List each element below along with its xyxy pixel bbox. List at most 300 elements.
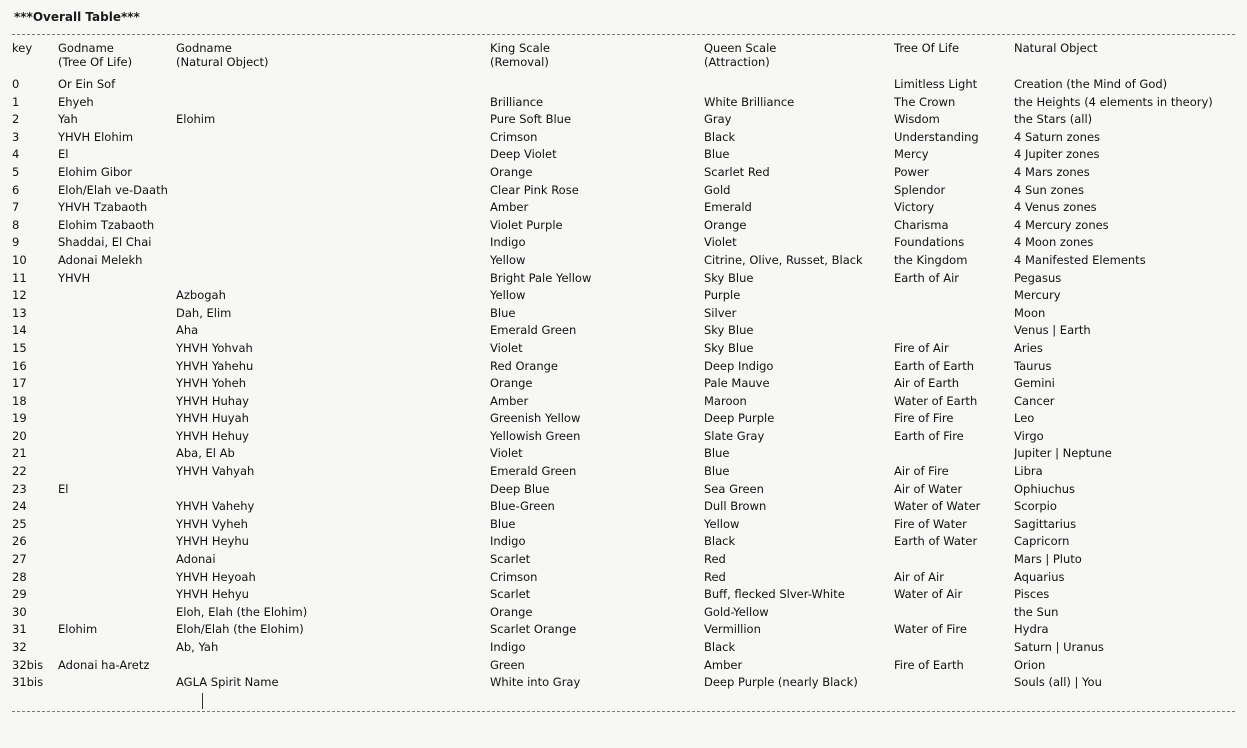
table-cell-king: Yellow bbox=[490, 252, 526, 267]
table-cell-tree bbox=[894, 552, 1014, 570]
table-cell-key: 31bis bbox=[12, 675, 44, 690]
table-cell-key: 25 bbox=[12, 516, 27, 531]
table-cell-tree: Fire of Air bbox=[894, 340, 949, 355]
table-cell-natobj: Scorpio bbox=[1014, 499, 1057, 514]
table-row bbox=[12, 235, 1235, 253]
table-cell-god_nat: YHVH Yohvah bbox=[176, 340, 253, 355]
table-cell-queen: Gray bbox=[704, 112, 732, 127]
column-header-natural-object bbox=[1014, 35, 1235, 77]
footer-divider bbox=[12, 711, 1235, 712]
table-cell-queen: Sea Green bbox=[704, 481, 764, 496]
table-cell-god_nat bbox=[176, 183, 490, 201]
table-cell-key: 11 bbox=[12, 270, 27, 285]
table-cell-god_nat: YHVH Vahyah bbox=[176, 464, 255, 479]
table-cell-key: 17 bbox=[12, 376, 27, 391]
table-cell-tree: Fire of Earth bbox=[894, 657, 964, 672]
table-cell-god_tol: Or Ein Sof bbox=[58, 77, 116, 91]
column-header-godname-natural-object-line2: (Natural Object) bbox=[176, 55, 269, 69]
table-cell-tree bbox=[894, 640, 1014, 658]
table-cell-god_tol: El bbox=[58, 481, 69, 496]
table-cell-king: Orange bbox=[490, 376, 533, 391]
table-cell-queen: Gold bbox=[704, 182, 731, 197]
table-cell-king: Brilliance bbox=[490, 94, 544, 109]
column-header-key bbox=[12, 35, 58, 77]
table-cell-natobj: Pisces bbox=[1014, 587, 1050, 602]
table-cell-natobj: Mars | Pluto bbox=[1014, 552, 1082, 567]
table-cell-god_nat bbox=[176, 658, 490, 676]
table-cell-queen: Vermillion bbox=[704, 622, 761, 637]
table-cell-key: 20 bbox=[12, 428, 27, 443]
table-row bbox=[12, 675, 1235, 693]
table-cell-god_nat: Ab, Yah bbox=[176, 640, 219, 654]
table-row bbox=[12, 271, 1235, 289]
table-cell-queen: Blue bbox=[704, 464, 730, 479]
table-cell-natobj: Pegasus bbox=[1014, 270, 1062, 285]
column-header-queen-scale-line2: (Attraction) bbox=[704, 55, 770, 69]
table-row bbox=[12, 464, 1235, 482]
table-row bbox=[12, 77, 1235, 95]
table-cell-god_nat: YHVH Yahehu bbox=[176, 358, 254, 373]
table-cell-queen: Deep Indigo bbox=[704, 358, 774, 373]
table-cell-key: 18 bbox=[12, 393, 27, 408]
table-cell-king: Orange bbox=[490, 604, 533, 619]
table-cell-king: Scarlet bbox=[490, 552, 531, 567]
table-row bbox=[12, 95, 1235, 113]
table-cell-god_tol bbox=[58, 376, 176, 394]
table-cell-queen: Gold-Yellow bbox=[704, 604, 769, 619]
table-cell-god_nat: Elohim bbox=[176, 112, 216, 127]
table-cell-tree: The Crown bbox=[894, 94, 956, 109]
table-cell-natobj: Mercury bbox=[1014, 288, 1061, 303]
table-cell-natobj: Moon bbox=[1014, 305, 1046, 320]
table-cell-god_tol bbox=[58, 429, 176, 447]
table-cell-god_nat: Azbogah bbox=[176, 288, 226, 303]
table-cell-god_nat bbox=[176, 200, 490, 218]
table-cell-king: Deep Blue bbox=[490, 481, 550, 496]
table-cell-natobj: Souls (all) | You bbox=[1014, 675, 1102, 690]
table-cell-god_tol: YHVH bbox=[58, 270, 91, 285]
table-cell-king: Indigo bbox=[490, 534, 526, 549]
table-row bbox=[12, 341, 1235, 359]
table-cell-natobj: Taurus bbox=[1014, 358, 1052, 373]
table-cell-key: 15 bbox=[12, 340, 27, 355]
table-cell-key: 19 bbox=[12, 411, 27, 426]
table-cell-queen: Scarlet Red bbox=[704, 164, 770, 179]
table-cell-key: 3 bbox=[12, 129, 20, 144]
table-cell-god_tol: Elohim Tzabaoth bbox=[58, 217, 155, 232]
table-cell-tree: Victory bbox=[894, 200, 935, 215]
table-cell-god_tol: YHVH Tzabaoth bbox=[58, 200, 148, 215]
table-row bbox=[12, 482, 1235, 500]
table-cell-natobj: Virgo bbox=[1014, 428, 1044, 443]
table-cell-queen: Sky Blue bbox=[704, 270, 754, 285]
table-cell-god_nat: YHVH Hehyu bbox=[176, 587, 249, 602]
table-row bbox=[12, 587, 1235, 605]
table-cell-tree bbox=[894, 605, 1014, 623]
table-cell-natobj: the Stars (all) bbox=[1014, 112, 1093, 127]
table-cell-key: 1 bbox=[12, 94, 20, 109]
table-cell-queen: Black bbox=[704, 129, 736, 144]
table-cell-god_tol bbox=[58, 411, 176, 429]
table-cell-key: 24 bbox=[12, 499, 27, 514]
table-cell-king: Crimson bbox=[490, 569, 538, 584]
table-row bbox=[12, 253, 1235, 271]
table-cell-tree: Air of Earth bbox=[894, 376, 960, 391]
table-cell-god_tol: Eloh/Elah ve-Daath bbox=[58, 182, 168, 197]
table-cell-king: White into Gray bbox=[490, 675, 581, 690]
table-cell-tree: Air of Fire bbox=[894, 464, 949, 479]
table-cell-key: 22 bbox=[12, 464, 27, 479]
table-cell-god_tol bbox=[58, 640, 176, 658]
table-cell-god_tol bbox=[58, 288, 176, 306]
table-cell-tree: Foundations bbox=[894, 235, 965, 250]
table-cell-queen: Black bbox=[704, 534, 736, 549]
table-row bbox=[12, 605, 1235, 623]
table-cell-god_nat: AGLA Spirit Name bbox=[176, 675, 279, 690]
table-cell-queen: Citrine, Olive, Russet, Black bbox=[704, 252, 863, 267]
table-cell-tree: Water of Water bbox=[894, 499, 981, 514]
table-header-row bbox=[12, 35, 1235, 77]
table-cell-key: 5 bbox=[12, 164, 20, 179]
table-cell-god_tol bbox=[58, 359, 176, 377]
table-cell-king: Crimson bbox=[490, 129, 538, 144]
column-header-godname-tree-of-life-line2: (Tree Of Life) bbox=[58, 55, 133, 69]
table-cell-queen: Blue bbox=[704, 147, 730, 162]
table-footer-area bbox=[12, 693, 1235, 721]
table-cell-king: Yellowish Green bbox=[490, 428, 581, 443]
table-cell-tree: Earth of Fire bbox=[894, 428, 964, 443]
table-row bbox=[12, 200, 1235, 218]
table-cell-queen: Blue bbox=[704, 446, 730, 461]
table-cell-queen: Amber bbox=[704, 657, 743, 672]
table-cell-tree: Power bbox=[894, 164, 929, 179]
table-cell-natobj: Leo bbox=[1014, 411, 1035, 426]
table-cell-natobj: Capricorn bbox=[1014, 534, 1070, 549]
table-cell-tree: Charisma bbox=[894, 217, 949, 232]
table-cell-king: Indigo bbox=[490, 235, 526, 250]
table-cell-god_tol bbox=[58, 552, 176, 570]
table-cell-tree bbox=[894, 306, 1014, 324]
table-row bbox=[12, 411, 1235, 429]
table-cell-king: Greenish Yellow bbox=[490, 411, 581, 426]
table-cell-queen: Slate Gray bbox=[704, 428, 765, 443]
table-cell-king: Emerald Green bbox=[490, 323, 577, 338]
table-cell-queen: Emerald bbox=[704, 200, 752, 215]
table-cell-natobj: Ophiuchus bbox=[1014, 481, 1076, 496]
table-cell-god_tol bbox=[58, 323, 176, 341]
table-cell-king: Deep Violet bbox=[490, 147, 557, 162]
table-cell-king: Blue-Green bbox=[490, 499, 555, 514]
table-cell-key: 8 bbox=[12, 217, 20, 232]
table-cell-queen: Maroon bbox=[704, 393, 747, 408]
table-row bbox=[12, 183, 1235, 201]
table-cell-queen: Purple bbox=[704, 288, 741, 303]
table-cell-key: 28 bbox=[12, 569, 27, 584]
table-cell-god_nat bbox=[176, 165, 490, 183]
table-body bbox=[12, 77, 1235, 693]
table-cell-queen: Buff, flecked Slver-White bbox=[704, 587, 845, 602]
table-cell-god_tol bbox=[58, 446, 176, 464]
table-cell-queen: Sky Blue bbox=[704, 323, 754, 338]
table-cell-god_nat bbox=[176, 95, 490, 113]
table-cell-god_nat bbox=[176, 218, 490, 236]
table-cell-queen: Pale Mauve bbox=[704, 376, 770, 391]
table-cell-king: Bright Pale Yellow bbox=[490, 270, 592, 285]
table-cell-god_tol bbox=[58, 534, 176, 552]
column-header-tree-of-life bbox=[894, 35, 1014, 77]
table-cell-god_tol: YHVH Elohim bbox=[58, 129, 134, 144]
table-cell-god_tol: Ehyeh bbox=[58, 94, 94, 109]
table-cell-key: 12 bbox=[12, 288, 27, 303]
table-row bbox=[12, 622, 1235, 640]
table-cell-god_tol: Adonai Melekh bbox=[58, 252, 143, 267]
table-cell-tree: Earth of Water bbox=[894, 534, 978, 549]
table-cell-queen: Yellow bbox=[704, 516, 740, 531]
table-cell-tree: Mercy bbox=[894, 147, 929, 162]
table-cell-god_nat: Eloh, Elah (the Elohim) bbox=[176, 604, 308, 619]
table-row bbox=[12, 306, 1235, 324]
table-cell-tree: the Kingdom bbox=[894, 252, 968, 267]
table-cell-king: Orange bbox=[490, 164, 533, 179]
table-cell-god_nat: YHVH Hehuy bbox=[176, 428, 249, 443]
table-cell-key: 21 bbox=[12, 446, 27, 461]
table-cell-god_nat: YHVH Heyoah bbox=[176, 569, 256, 584]
table-cell-key: 9 bbox=[12, 235, 20, 250]
table-cell-key: 0 bbox=[12, 77, 20, 91]
table-cell-king: Pure Soft Blue bbox=[490, 112, 572, 127]
table-cell-tree bbox=[894, 323, 1014, 341]
table-cell-king: Blue bbox=[490, 516, 516, 531]
table-cell-god_nat: YHVH Huhay bbox=[176, 393, 249, 408]
table-cell-god_nat: Aba, El Ab bbox=[176, 446, 235, 461]
table-cell-tree: Wisdom bbox=[894, 112, 940, 127]
table-cell-tree bbox=[894, 446, 1014, 464]
table-cell-natobj: Libra bbox=[1014, 464, 1043, 479]
table-cell-god_nat bbox=[176, 482, 490, 500]
table-cell-god_tol bbox=[58, 587, 176, 605]
table-row bbox=[12, 165, 1235, 183]
table-cell-tree bbox=[894, 288, 1014, 306]
table-cell-queen: Sky Blue bbox=[704, 340, 754, 355]
column-header-godname-tree-of-life-line1: Godname bbox=[58, 41, 114, 55]
table-cell-key: 27 bbox=[12, 552, 27, 567]
table-cell-key: 32bis bbox=[12, 657, 44, 672]
column-header-queen-scale-line1: Queen Scale bbox=[704, 41, 777, 55]
table-cell-king: Violet bbox=[490, 340, 523, 355]
table-cell-key: 16 bbox=[12, 358, 27, 373]
table-cell-god_tol: Shaddai, El Chai bbox=[58, 235, 152, 250]
table-row bbox=[12, 218, 1235, 236]
page-title: ***Overall Table*** bbox=[14, 10, 140, 24]
table-cell-king: Blue bbox=[490, 305, 516, 320]
table-cell-natobj: Gemini bbox=[1014, 376, 1055, 391]
table-cell-natobj: 4 Manifested Elements bbox=[1014, 252, 1146, 267]
table-cell-god_tol bbox=[58, 675, 176, 693]
table-cell-natobj: 4 Mercury zones bbox=[1014, 217, 1109, 232]
table-cell-tree bbox=[894, 675, 1014, 693]
column-tick-mark bbox=[202, 693, 203, 709]
table-cell-god_tol: Elohim bbox=[58, 622, 98, 637]
table-cell-god_nat: YHVH Huyah bbox=[176, 411, 249, 426]
table-cell-god_tol bbox=[58, 517, 176, 535]
table-cell-tree: Earth of Air bbox=[894, 270, 960, 285]
table-cell-god_tol: Elohim Gibor bbox=[58, 164, 133, 179]
table-cell-tree: Understanding bbox=[894, 129, 979, 144]
table-cell-natobj: Aries bbox=[1014, 340, 1043, 355]
column-header-godname-tree-of-life bbox=[58, 35, 176, 77]
table-cell-god_tol bbox=[58, 464, 176, 482]
column-header-tree-of-life-line1: Tree Of Life bbox=[894, 41, 960, 55]
table-row bbox=[12, 376, 1235, 394]
table-row bbox=[12, 112, 1235, 130]
table-row bbox=[12, 640, 1235, 658]
table-cell-god_nat bbox=[176, 271, 490, 289]
table-cell-god_nat: Adonai bbox=[176, 552, 216, 567]
table-cell-natobj: 4 Saturn zones bbox=[1014, 129, 1101, 144]
column-header-key-line1: key bbox=[12, 41, 33, 55]
table-cell-king: Indigo bbox=[490, 640, 526, 654]
table-cell-tree: Splendor bbox=[894, 182, 946, 197]
table-cell-natobj: Orion bbox=[1014, 657, 1046, 672]
table-cell-queen: Dull Brown bbox=[704, 499, 767, 514]
table-cell-key: 30 bbox=[12, 604, 27, 619]
table-cell-god_tol bbox=[58, 306, 176, 324]
table-cell-god_nat: YHVH Yoheh bbox=[176, 376, 247, 391]
table-cell-queen: Silver bbox=[704, 305, 737, 320]
table-cell-god_nat bbox=[176, 77, 490, 95]
table-cell-god_nat bbox=[176, 147, 490, 165]
table-cell-king: Green bbox=[490, 657, 525, 672]
table-row bbox=[12, 446, 1235, 464]
table-cell-king: Yellow bbox=[490, 288, 526, 303]
table-cell-natobj: Saturn | Uranus bbox=[1014, 640, 1104, 654]
table-row bbox=[12, 359, 1235, 377]
table-cell-king: Clear Pink Rose bbox=[490, 182, 579, 197]
table-cell-natobj: 4 Mars zones bbox=[1014, 164, 1090, 179]
table-cell-key: 4 bbox=[12, 147, 20, 162]
table-cell-god_nat: Aha bbox=[176, 323, 199, 338]
table-cell-tree: Air of Air bbox=[894, 569, 944, 584]
overall-table bbox=[12, 35, 1235, 693]
table-cell-key: 7 bbox=[12, 200, 20, 215]
table-cell-queen: White Brilliance bbox=[704, 94, 795, 109]
column-header-king-scale-line1: King Scale bbox=[490, 41, 550, 55]
table-cell-king: Emerald Green bbox=[490, 464, 577, 479]
table-cell-tree: Water of Air bbox=[894, 587, 963, 602]
table-cell-tree: Limitless Light bbox=[894, 77, 978, 91]
table-cell-tree: Fire of Water bbox=[894, 516, 967, 531]
table-row bbox=[12, 429, 1235, 447]
table-cell-king: Amber bbox=[490, 393, 529, 408]
table-cell-key: 2 bbox=[12, 112, 20, 127]
table-cell-king: Amber bbox=[490, 200, 529, 215]
table-row bbox=[12, 534, 1235, 552]
table-cell-natobj: Cancer bbox=[1014, 393, 1055, 408]
table-row bbox=[12, 499, 1235, 517]
table-row bbox=[12, 658, 1235, 676]
table-cell-god_tol bbox=[58, 605, 176, 623]
table-cell-tree: Air of Water bbox=[894, 481, 963, 496]
column-header-godname-natural-object-line1: Godname bbox=[176, 41, 232, 55]
table-cell-tree: Water of Earth bbox=[894, 393, 978, 408]
table-cell-natobj: 4 Venus zones bbox=[1014, 200, 1097, 215]
table-cell-queen: Deep Purple bbox=[704, 411, 775, 426]
table-cell-god_nat: YHVH Vahehy bbox=[176, 499, 255, 514]
table-row bbox=[12, 323, 1235, 341]
table-cell-king: Scarlet Orange bbox=[490, 622, 577, 637]
table-header bbox=[12, 35, 1235, 77]
table-cell-natobj: the Sun bbox=[1014, 604, 1059, 619]
table-cell-tree: Earth of Earth bbox=[894, 358, 975, 373]
table-cell-king: Scarlet bbox=[490, 587, 531, 602]
table-row bbox=[12, 552, 1235, 570]
table-cell-god_tol: Adonai ha-Aretz bbox=[58, 657, 150, 672]
table-cell-key: 23 bbox=[12, 481, 27, 496]
table-cell-natobj: Aquarius bbox=[1014, 569, 1065, 584]
table-cell-key: 14 bbox=[12, 323, 27, 338]
table-cell-god_tol: El bbox=[58, 147, 69, 162]
table-cell-key: 26 bbox=[12, 534, 27, 549]
table-row bbox=[12, 517, 1235, 535]
table-row bbox=[12, 394, 1235, 412]
table-cell-natobj: Hydra bbox=[1014, 622, 1049, 637]
table-cell-natobj: 4 Jupiter zones bbox=[1014, 147, 1100, 162]
table-cell-queen: Red bbox=[704, 552, 726, 567]
table-cell-natobj: the Heights (4 elements in theory) bbox=[1014, 94, 1213, 109]
table-cell-god_nat: YHVH Heyhu bbox=[176, 534, 249, 549]
table-cell-god_tol bbox=[58, 394, 176, 412]
table-cell-queen: Red bbox=[704, 569, 726, 584]
table-cell-god_tol: Yah bbox=[58, 112, 78, 127]
table-cell-key: 32 bbox=[12, 640, 27, 654]
column-header-king-scale-line2: (Removal) bbox=[490, 55, 549, 69]
column-header-natural-object-line1: Natural Object bbox=[1014, 41, 1098, 55]
table-cell-natobj: Venus | Earth bbox=[1014, 323, 1091, 338]
table-cell-god_nat bbox=[176, 235, 490, 253]
table-cell-king: Violet Purple bbox=[490, 217, 563, 232]
table-cell-key: 10 bbox=[12, 252, 27, 267]
table-cell-queen: Black bbox=[704, 640, 736, 654]
table-cell-natobj: Creation (the Mind of God) bbox=[1014, 77, 1168, 91]
table-row bbox=[12, 288, 1235, 306]
table-cell-queen: Orange bbox=[704, 217, 747, 232]
table-cell-king: Violet bbox=[490, 446, 523, 461]
table-cell-tree: Fire of Fire bbox=[894, 411, 954, 426]
column-header-king-scale bbox=[490, 35, 704, 77]
table-cell-key: 13 bbox=[12, 305, 27, 320]
table-cell-god_tol bbox=[58, 499, 176, 517]
table-cell-god_nat: Eloh/Elah (the Elohim) bbox=[176, 622, 304, 637]
table-row bbox=[12, 130, 1235, 148]
table-cell-god_nat: YHVH Vyheh bbox=[176, 516, 248, 531]
table-cell-key: 29 bbox=[12, 587, 27, 602]
table-cell-key: 6 bbox=[12, 182, 20, 197]
table-cell-god_tol bbox=[58, 570, 176, 588]
table-cell-king bbox=[490, 77, 704, 95]
column-header-godname-natural-object bbox=[176, 35, 490, 77]
table-cell-key: 31 bbox=[12, 622, 27, 637]
table-cell-natobj: Sagittarius bbox=[1014, 516, 1077, 531]
table-cell-tree: Water of Fire bbox=[894, 622, 967, 637]
table-cell-queen: Violet bbox=[704, 235, 737, 250]
table-row bbox=[12, 147, 1235, 165]
table-cell-natobj: 4 Sun zones bbox=[1014, 182, 1084, 197]
table-cell-god_nat bbox=[176, 130, 490, 148]
table-cell-god_nat: Dah, Elim bbox=[176, 305, 232, 320]
table-cell-natobj: Jupiter | Neptune bbox=[1014, 446, 1112, 461]
table-cell-natobj: 4 Moon zones bbox=[1014, 235, 1094, 250]
column-header-queen-scale bbox=[704, 35, 894, 77]
